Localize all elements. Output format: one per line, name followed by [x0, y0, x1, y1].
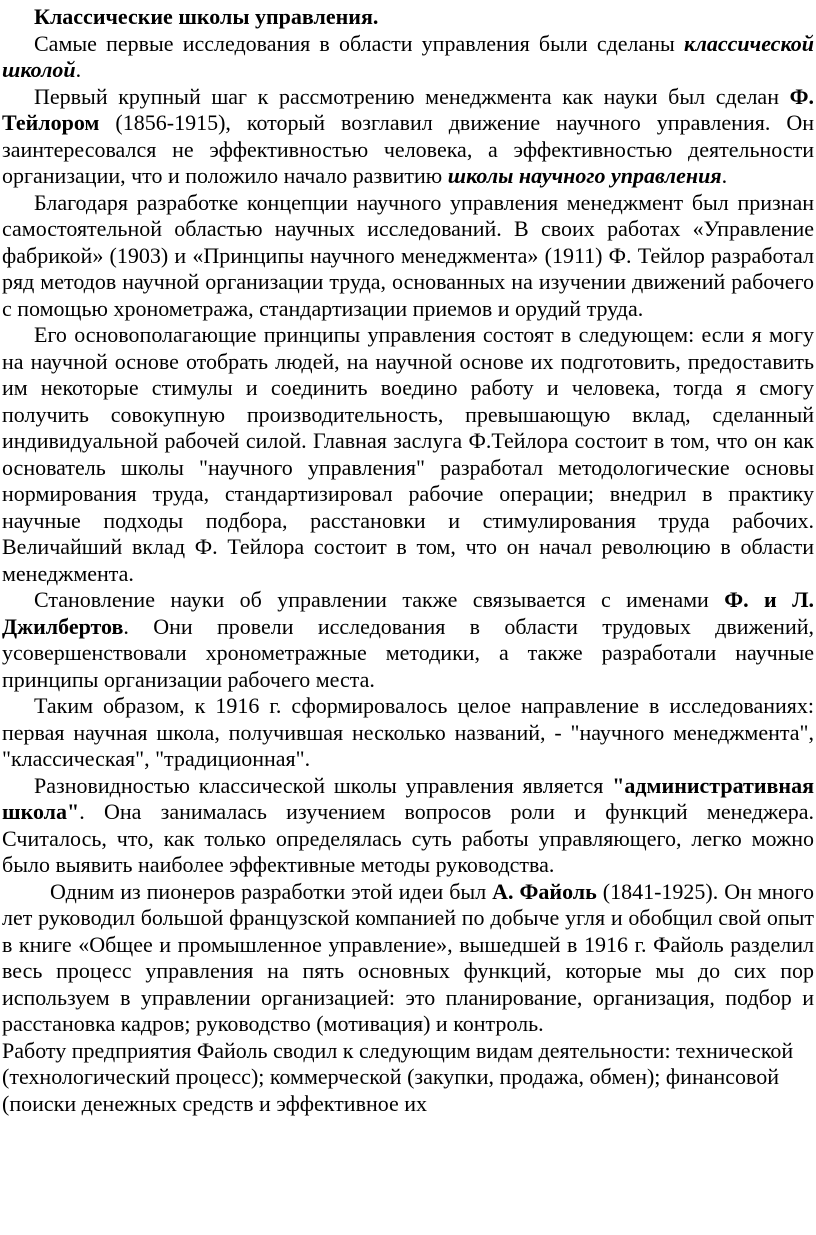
- paragraph-2: [2, 84, 814, 190]
- paragraph-8-text: Одним из пионеров разработки этой идеи был: [50, 878, 493, 904]
- paragraph-3: Благодаря разработке концепции научного управления менеджмент был признан самостоятельной областью научных исследований. В своих работах «Управление фабрикой» (1903) и «Принципы научного менеджмента» (1911) Ф. Тейлор разработал ряд методов научной организации труда, основанных на изучении движений рабочего с помощью хронометража, стандартизации приемов и орудий труда.: [2, 189, 814, 321]
- paragraph-8: [2, 879, 814, 1038]
- paragraph-1-emphasis: классической школой: [2, 30, 814, 82]
- paragraph-2-emphasis: школы научного управления: [447, 163, 722, 188]
- document-page: [0, 4, 816, 1235]
- paragraph-5: [2, 587, 814, 693]
- paragraph-7-emphasis: "административная школа": [2, 772, 814, 824]
- paragraph-1-text: Самые первые исследования в области управления были сделаны: [34, 30, 685, 56]
- document-title: Классические школы управления.: [34, 4, 379, 29]
- paragraph-9: Работу предприятия Файоль сводил к следующим видам деятельности: технической (технологический процесс); коммерческой (закупки, продажа, обмен); финансовой (поиски денежных средств и эффективное их: [2, 1037, 794, 1116]
- paragraph-2-text-cont: (1856-1915), который возглавил движение научного управления. Он заинтересовался не эффективностью человека, а эффективностью деятельности организации, что и положило начало развитию: [2, 110, 814, 188]
- paragraph-6: Таким образом, к 1916 г. сформировалось целое направление в исследованиях: первая научная школа, получившая несколько названий, - "научного менеджмента", "классическая", "традиционная".: [2, 693, 814, 771]
- paragraph-2-name-taylor: Ф. Тейлором: [2, 83, 814, 135]
- paragraph-4: Его основополагающие принципы управления состоят в следующем: если я могу на научной основе отобрать людей, на научной основе их подготовить, предоставить им некоторые стимулы и соединить воедино работу и человека, тогда я смогу получить совокупную производительность, превышающую вклад, сделанный индивидуальной рабочей силой. Главная заслуга Ф.Тейлора состоит в том, что он как основатель школы "научного управления" разработал методологические основы нормирования труда, стандартизировал рабочие операции; внедрил в практику научные подходы подбора, расстановки и стимулирования труда рабочих. Величайший вклад Ф. Тейлора состоит в том, что он начал революцию в области менеджмента.: [2, 322, 814, 586]
- paragraph-7-text: Разновидностью классической школы управления является: [34, 772, 613, 798]
- paragraph-7: [2, 773, 814, 879]
- paragraph-2-end: .: [721, 163, 728, 188]
- paragraph-2-text: Первый крупный шаг к рассмотрению менеджмента как науки был сделан: [34, 83, 790, 109]
- paragraph-1: [2, 31, 814, 84]
- paragraph-5-name-gilbreths: Ф. и Л. Джилбертов: [2, 587, 814, 639]
- paragraph-5-text-cont: . Они провели исследования в области трудовых движений, усовершенствовали хронометражные методики, а также разработали научные принципы организации рабочего места.: [2, 613, 814, 692]
- paragraph-1-end: .: [75, 57, 82, 82]
- paragraph-5-text: Становление науки об управлении также связывается с именами: [34, 587, 725, 612]
- paragraph-8-name-fayol: А. Файоль: [492, 878, 597, 904]
- paragraph-8-text-cont: (1841-1925). Он много лет руководил большой французской компанией по добыче угля и обобщил свой опыт в книге «Общее и промышленное управление», вышедшей в 1916 г. Файоль разделил весь процесс управления на пять основных функций, которые мы до сих пор используем в управлении организацией: это планирование, организация, подбор и расстановка кадров; руководство (мотивация) и контроль.: [2, 878, 814, 1036]
- paragraph-7-text-cont: . Она занималась изучением вопросов роли и функций менеджера. Считалось, что, как только определялась суть работы управляющего, легко можно было выявить наиболее эффективные методы руководства.: [2, 799, 814, 877]
